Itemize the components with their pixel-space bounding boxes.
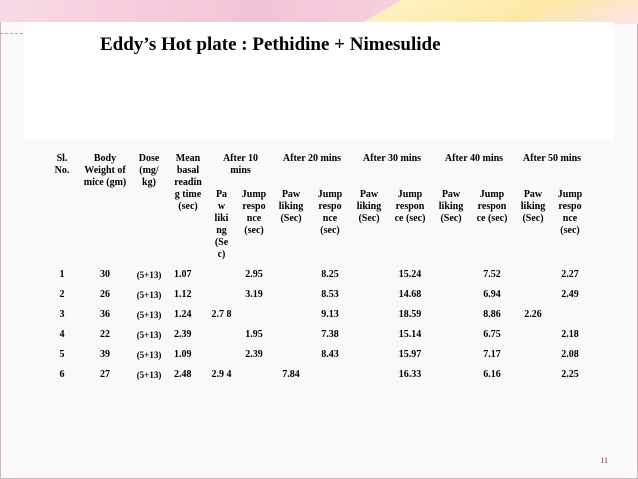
- header-body-weight: Body Weight of mice (gm): [83, 153, 127, 188]
- cell-paw-20: [273, 329, 309, 349]
- cell-paw-50: [515, 329, 551, 349]
- cell-dose: (5+13): [136, 330, 162, 340]
- cell-jump-40: 6.16: [483, 369, 501, 380]
- cell-paw-40: [433, 329, 469, 349]
- cell-paw-30: [351, 369, 387, 389]
- subheader-jump-20: Jump respo nce (sec): [317, 189, 343, 236]
- cell-dose: (5+13): [136, 370, 162, 380]
- cell-jump-20: 7.38: [321, 329, 339, 340]
- cell-body-weight: 36: [100, 309, 110, 320]
- cell-jump-30: 15.14: [398, 329, 422, 340]
- cell-jump-10: 1.95: [245, 329, 263, 340]
- cell-jump-50: 2.08: [561, 349, 579, 360]
- page-number: 11: [600, 456, 608, 465]
- cell-paw-20: [273, 289, 309, 309]
- table-row: [44, 349, 589, 369]
- cell-dose: (5+13): [136, 290, 162, 300]
- cell-paw-40: [433, 349, 469, 369]
- subheader-paw-40: Paw liking (Sec): [438, 189, 464, 224]
- table-row: [44, 329, 589, 349]
- cell-mean-basal: 1.12: [174, 289, 192, 300]
- cell-jump-50: [551, 309, 589, 329]
- cell-jump-20: [309, 369, 351, 389]
- cell-sl-no: 2: [59, 289, 65, 300]
- cell-jump-40: 7.52: [483, 269, 501, 280]
- cell-paw-30: [351, 349, 387, 369]
- cell-jump-50: 2.49: [561, 289, 579, 300]
- cell-jump-20: 9.13: [321, 309, 339, 320]
- cell-jump-10: 3.19: [245, 289, 263, 300]
- cell-dose: (5+13): [136, 270, 162, 280]
- header-after-50: After 50 mins: [522, 153, 582, 164]
- cell-jump-40: 6.75: [483, 329, 501, 340]
- table-row: [44, 309, 589, 329]
- table-body: [44, 269, 589, 389]
- subheader-jump-30: Jump respon ce (sec): [394, 189, 426, 224]
- cell-jump-20: 8.43: [321, 349, 339, 360]
- subheader-paw-20: Paw liking (Sec): [278, 189, 304, 224]
- cell-body-weight: 22: [100, 329, 110, 340]
- cell-paw-50: [515, 269, 551, 289]
- cell-mean-basal: 2.39: [174, 329, 192, 340]
- table-row: [44, 269, 589, 289]
- cell-body-weight: 26: [100, 289, 110, 300]
- results-table: [44, 153, 589, 389]
- cell-mean-basal: 1.24: [174, 309, 192, 320]
- cell-paw-40: [433, 289, 469, 309]
- cell-mean-basal: 2.48: [174, 369, 192, 380]
- cell-paw-10: [208, 349, 235, 369]
- cell-sl-no: 5: [59, 349, 65, 360]
- cell-paw-20: [273, 309, 309, 329]
- cell-body-weight: 39: [100, 349, 110, 360]
- cell-dose: (5+13): [136, 310, 162, 320]
- cell-sl-no: 4: [59, 329, 65, 340]
- cell-jump-10: 2.39: [245, 349, 263, 360]
- cell-mean-basal: 1.09: [174, 349, 192, 360]
- cell-jump-40: 8.86: [483, 309, 501, 320]
- cell-jump-50: 2.18: [561, 329, 579, 340]
- cell-paw-50: [515, 349, 551, 369]
- cell-body-weight: 27: [100, 369, 110, 380]
- cell-paw-20: 7.84: [282, 369, 300, 380]
- cell-paw-50: [515, 369, 551, 389]
- cell-paw-50: 2.26: [524, 309, 542, 320]
- cell-paw-20: [273, 269, 309, 289]
- header-after-10: After 10 mins: [222, 153, 259, 176]
- cell-jump-30: 16.33: [398, 369, 422, 380]
- cell-mean-basal: 1.07: [174, 269, 192, 280]
- header-sl-no: Sl. No.: [54, 153, 70, 176]
- cell-jump-40: 7.17: [483, 349, 501, 360]
- subheader-jump-50: Jump respo nce (sec): [557, 189, 583, 236]
- subheader-paw-10: Pa w liki ng (Se c): [214, 189, 229, 260]
- cell-paw-20: [273, 349, 309, 369]
- cell-jump-30: 14.68: [398, 289, 422, 300]
- cell-paw-10: [208, 289, 235, 309]
- decorative-top-accent: [360, 0, 638, 24]
- cell-jump-20: 8.53: [321, 289, 339, 300]
- header-after-30: After 30 mins: [362, 153, 422, 164]
- cell-paw-40: [433, 309, 469, 329]
- header-after-20: After 20 mins: [282, 153, 342, 164]
- cell-body-weight: 30: [100, 269, 110, 280]
- cell-paw-30: [351, 269, 387, 289]
- table-header-row: [44, 153, 589, 189]
- subheader-jump-10: Jump respo nce (sec): [241, 189, 267, 236]
- cell-paw-30: [351, 329, 387, 349]
- header-dose: Dose (mg/ kg): [138, 153, 160, 188]
- cell-paw-10: [208, 329, 235, 349]
- cell-dose: (5+13): [136, 350, 162, 360]
- header-mean-basal: Mean basal readin g time (sec): [174, 153, 202, 212]
- cell-paw-30: [351, 309, 387, 329]
- cell-jump-10: 2.95: [245, 269, 263, 280]
- cell-paw-10: 2.9 4: [211, 369, 232, 380]
- cell-jump-50: 2.25: [561, 369, 579, 380]
- cell-sl-no: 1: [59, 269, 65, 280]
- slide-title: Eddy’s Hot plate : Pethidine + Nimesulide: [100, 34, 441, 55]
- cell-paw-40: [433, 269, 469, 289]
- cell-jump-10: [235, 369, 273, 389]
- cell-sl-no: 3: [59, 309, 65, 320]
- subheader-paw-50: Paw liking (Sec): [520, 189, 546, 224]
- table-row: [44, 289, 589, 309]
- cell-jump-50: 2.27: [561, 269, 579, 280]
- cell-jump-30: 18.59: [398, 309, 422, 320]
- header-after-40: After 40 mins: [444, 153, 504, 164]
- cell-paw-50: [515, 289, 551, 309]
- cell-paw-10: 2.7 8: [211, 309, 232, 320]
- cell-jump-10: [235, 309, 273, 329]
- table-row: [44, 369, 589, 389]
- cell-jump-30: 15.24: [398, 269, 422, 280]
- cell-jump-30: 15.97: [398, 349, 422, 360]
- cell-jump-20: 8.25: [321, 269, 339, 280]
- subheader-jump-40: Jump respon ce (sec): [476, 189, 508, 224]
- cell-sl-no: 6: [59, 369, 65, 380]
- cell-paw-30: [351, 289, 387, 309]
- cell-jump-40: 6.94: [483, 289, 501, 300]
- cell-paw-40: [433, 369, 469, 389]
- subheader-paw-30: Paw liking (Sec): [356, 189, 382, 224]
- cell-paw-10: [208, 269, 235, 289]
